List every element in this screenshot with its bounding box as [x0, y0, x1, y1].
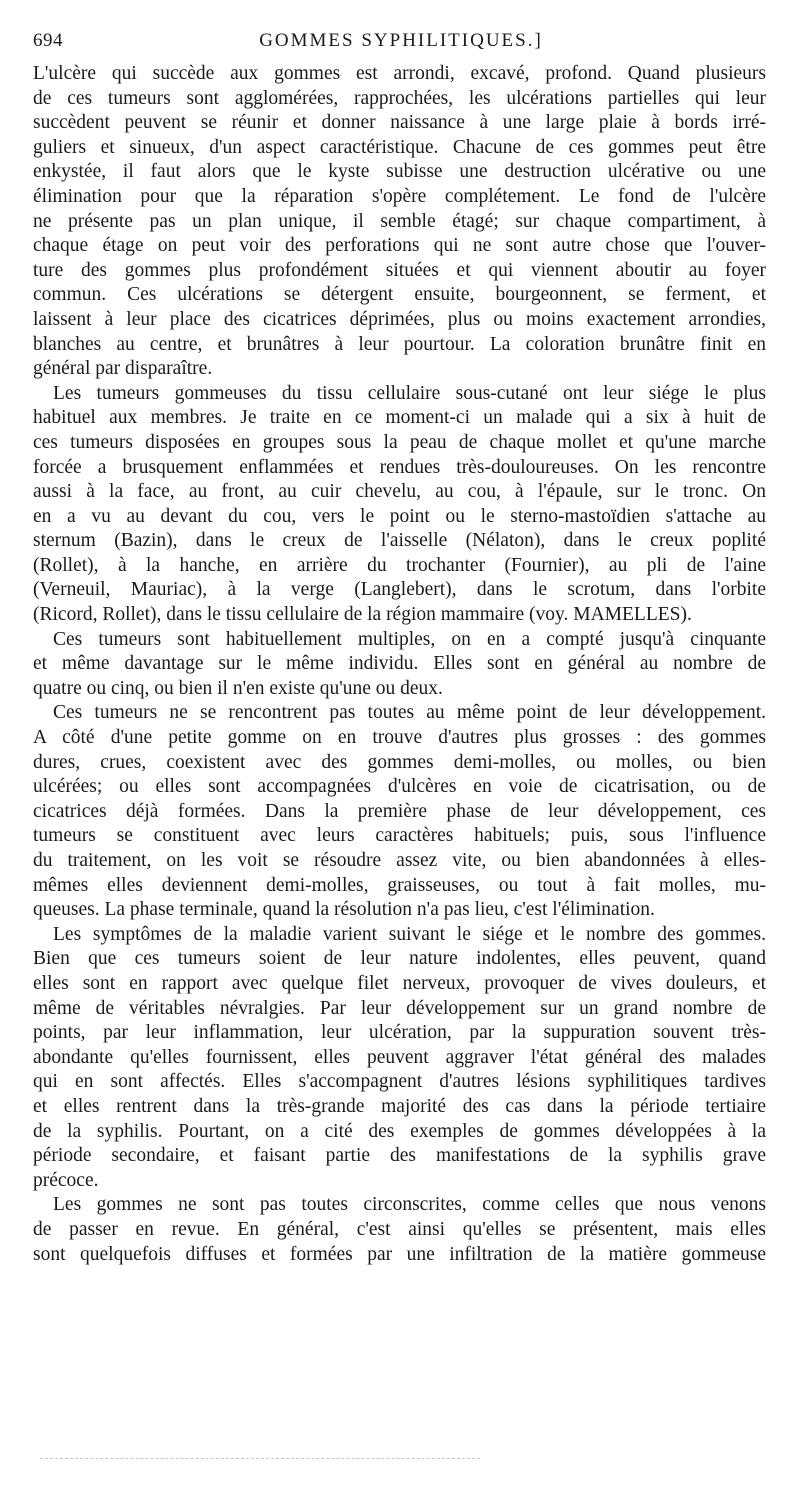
text-line: A côté d'une petite gomme on en trouve d'autres plus grosses : des gommes — [33, 727, 766, 749]
paragraph — [33, 382, 766, 628]
text-line: de la syphilis. Pourtant, on a cité des exemples de gommes développées à la — [33, 1120, 766, 1142]
text-line: abondante qu'elles fournissent, elles peuvent aggraver l'état général des malades — [33, 1046, 766, 1068]
text-line: enkystée, il faut alors que le kyste subisse une destruction ulcérative ou une — [33, 161, 766, 183]
text-line: chaque étage on peut voir des perforations qui ne sont autre chose que l'ouver- — [33, 235, 766, 257]
text-line: queuses. La phase terminale, quand la résolution n'a pas lieu, c'est l'élimination. — [33, 899, 655, 921]
text-line: ture des gommes plus profondément situées et qui viennent aboutir au foyer — [33, 259, 766, 281]
text-line: aussi à la face, au front, au cuir chevelu, au cou, à l'épaule, sur le tronc. On — [33, 481, 766, 503]
text-line: forcée a brusquement enflammées et rendues très-douloureuses. On les rencontre — [33, 456, 766, 478]
text-line: général par disparaître. — [33, 358, 213, 380]
text-line: (Verneuil, Mauriac), à la verge (Langlebert), dans le scrotum, dans l'orbite — [33, 579, 766, 601]
text-line: ulcérées; ou elles sont accompagnées d'ulcères en voie de cicatrisation, ou de — [33, 776, 766, 798]
text-line: Ces tumeurs ne se rencontrent pas toutes au même point de leur développement. — [53, 702, 766, 724]
text-line: habituel aux membres. Je traite en ce moment-ci un malade qui a six à huit de — [33, 407, 766, 429]
text-line: de passer en revue. En général, c'est ainsi qu'elles se présentent, mais elles — [33, 1218, 766, 1240]
text-line: cicatrices déjà formées. Dans la première phase de leur développement, ces — [33, 800, 766, 822]
text-line: succèdent peuvent se réunir et donner naissance à une large plaie à bords irré- — [33, 112, 766, 134]
paragraph — [33, 701, 766, 922]
text-line: elles sont en rapport avec quelque filet nerveux, provoquer de vives douleurs, et — [33, 972, 766, 994]
body-text — [33, 62, 766, 1267]
running-title: GOMMES SYPHILITIQUES.] — [259, 30, 543, 51]
text-line: Les tumeurs gommeuses du tissu cellulaire sous-cutané ont leur siége le plus — [53, 382, 766, 404]
text-line: Ces tumeurs sont habituellement multiples, on en a compté jusqu'à cinquante — [53, 628, 766, 650]
paragraph — [33, 1193, 766, 1267]
footer-rule — [40, 1458, 480, 1459]
text-line: et même davantage sur le même individu. Elles sont en général au nombre de — [33, 653, 766, 675]
text-line: précoce. — [33, 1169, 99, 1191]
text-line: (Ricord, Rollet), dans le tissu cellulaire de la région mammaire (voy. MAMELLES). — [33, 604, 692, 626]
paragraph — [33, 628, 766, 702]
text-line: du traitement, on les voit se résoudre assez vite, ou bien abandonnées à elles- — [33, 850, 766, 871]
text-line: points, par leur inflammation, leur ulcération, par la suppuration souvent très- — [33, 1022, 766, 1044]
text-line: ces tumeurs disposées en groupes sous la peau de chaque mollet et qu'une marche — [33, 431, 766, 453]
text-line: période secondaire, et faisant partie des manifestations de la syphilis grave — [33, 1145, 766, 1167]
text-line: sternum (Bazin), dans le creux de l'aisselle (Nélaton), dans le creux poplité — [33, 530, 766, 552]
text-line: qui en sont affectés. Elles s'accompagnent d'autres lésions syphilitiques tardives — [33, 1071, 766, 1093]
text-line: mêmes elles deviennent demi-molles, graisseuses, ou tout à fait molles, mu- — [33, 874, 766, 896]
text-line: laissent à leur place des cicatrices déprimées, plus ou moins exactement arrondies, — [33, 308, 766, 330]
text-line: (Rollet), à la hanche, en arrière du trochanter (Fournier), au pli de l'aine — [33, 554, 766, 576]
text-line: L'ulcère qui succède aux gommes est arrondi, excavé, profond. Quand plusieurs — [33, 63, 766, 84]
text-line: Les symptômes de la maladie varient suivant le siége et le nombre des gommes. — [53, 923, 766, 945]
text-line: de ces tumeurs sont agglomérées, rapprochées, les ulcérations partielles qui leur — [33, 87, 766, 109]
text-line: Les gommes ne sont pas toutes circonscrites, comme celles que nous venons — [53, 1194, 766, 1216]
text-line: ne présente pas un plan unique, il semble étagé; sur chaque compartiment, à — [33, 210, 766, 232]
text-line: en a vu au devant du cou, vers le point ou le sterno-mastoïdien s'attache au — [33, 505, 766, 527]
text-line: commun. Ces ulcérations se détergent ensuite, bourgeonnent, se ferment, et — [33, 284, 766, 306]
text-line: sont quelquefois diffuses et formées par une infiltration de la matière gommeuse — [33, 1243, 766, 1265]
text-line: blanches au centre, et brunâtres à leur pourtour. La coloration brunâtre finit en — [33, 333, 766, 355]
text-line: élimination pour que la réparation s'opère complétement. Le fond de l'ulcère — [33, 185, 766, 207]
page-number: 694 — [33, 30, 63, 51]
text-line: quatre ou cinq, ou bien il n'en existe qu'une ou deux. — [33, 677, 443, 699]
text-line: guliers et sinueux, d'un aspect caractéristique. Chacune de ces gommes peut être — [33, 136, 766, 158]
text-line: Bien que ces tumeurs soient de leur nature indolentes, elles peuvent, quand — [33, 948, 766, 970]
text-line: et elles rentrent dans la très-grande majorité des cas dans la période tertiaire — [33, 1095, 766, 1117]
text-line: dures, crues, coexistent avec des gommes demi-molles, ou molles, ou bien — [33, 751, 766, 773]
page-header — [33, 30, 769, 60]
text-line: même de véritables névralgies. Par leur développement sur un grand nombre de — [33, 997, 766, 1019]
text-line: tumeurs se constituent avec leurs caractères habituels; puis, sous l'influence — [33, 825, 766, 847]
paragraph — [33, 62, 766, 382]
paragraph — [33, 923, 766, 1194]
